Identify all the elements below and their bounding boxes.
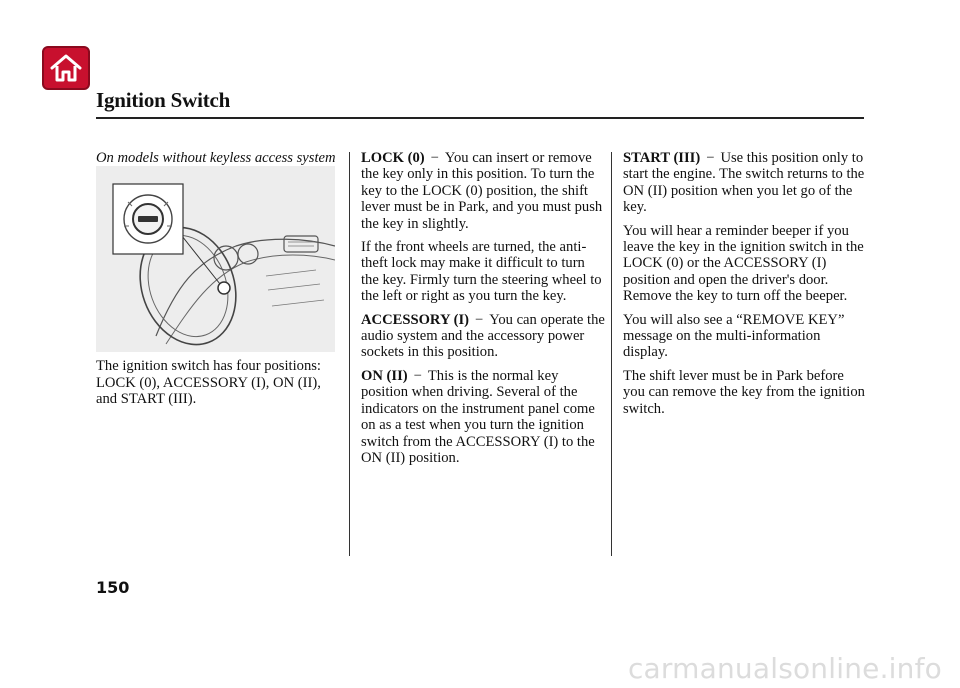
page-title: Ignition Switch [96,88,231,112]
watermark: carmanualsonline.info [627,652,942,685]
column-left [96,150,336,415]
column-middle [361,150,605,473]
separator-dash: − [413,367,422,384]
lock-note-paragraph: If the front wheels are turned, the anti-theft lock may make it difficult to turn the key. Firmly turn the steering wheel to the left or right as you turn the key. [361,239,602,305]
separator-dash: − [475,311,484,328]
ignition-switch-illustration [96,166,335,352]
accessory-text: You can operate the audio system and the accessory power sockets in this position. [361,311,605,361]
title-divider [96,117,864,119]
column-right [623,150,867,424]
figure-caption: On models without keyless access system [96,150,336,166]
lock-term: LOCK (0) [361,150,425,166]
separator-dash: − [706,150,715,166]
remove-key-paragraph: You will also see a “REMOVE KEY” message on the multi-information display. [623,311,845,361]
start-text: Use this position only to start the engine. The switch returns to the ON (II) position when you let go of the key. [623,150,865,216]
start-paragraph [623,150,867,216]
beeper-paragraph: You will hear a reminder beeper if you leave the key in the ignition switch in the LOCK (0) or the ACCESSORY (I) position and open the driver's door. Remove the key to turn off the beeper. [623,222,864,305]
home-icon [49,53,83,83]
home-button[interactable] [42,46,90,90]
lock-text: You can insert or remove the key only in this position. To turn the key to the LOCK (0) position, the shift lever must be in Park, and you must push the key in slightly. [361,150,603,232]
start-term: START (III) [623,150,701,166]
column-divider-2 [611,152,612,556]
on-paragraph [361,368,605,466]
separator-dash: − [430,150,439,166]
accessory-paragraph [361,312,605,361]
intro-paragraph: The ignition switch has four positions: LOCK (0), ACCESSORY (I), ON (II), and START (III). [96,358,321,408]
lock-paragraph [361,150,605,232]
page-number: 150 [96,578,130,597]
column-divider-1 [349,152,350,556]
dashboard-drawing [96,166,335,352]
accessory-term: ACCESSORY (I) [361,311,470,328]
on-term: ON (II) [361,367,408,384]
park-paragraph: The shift lever must be in Park before you can remove the key from the ignition switch. [623,367,865,417]
on-text: This is the normal key position when driving. Several of the indicators on the instrument panel come on as a test when you turn the ignition switch from the ACCESSORY (I) to the ON (II) position. [361,367,595,466]
